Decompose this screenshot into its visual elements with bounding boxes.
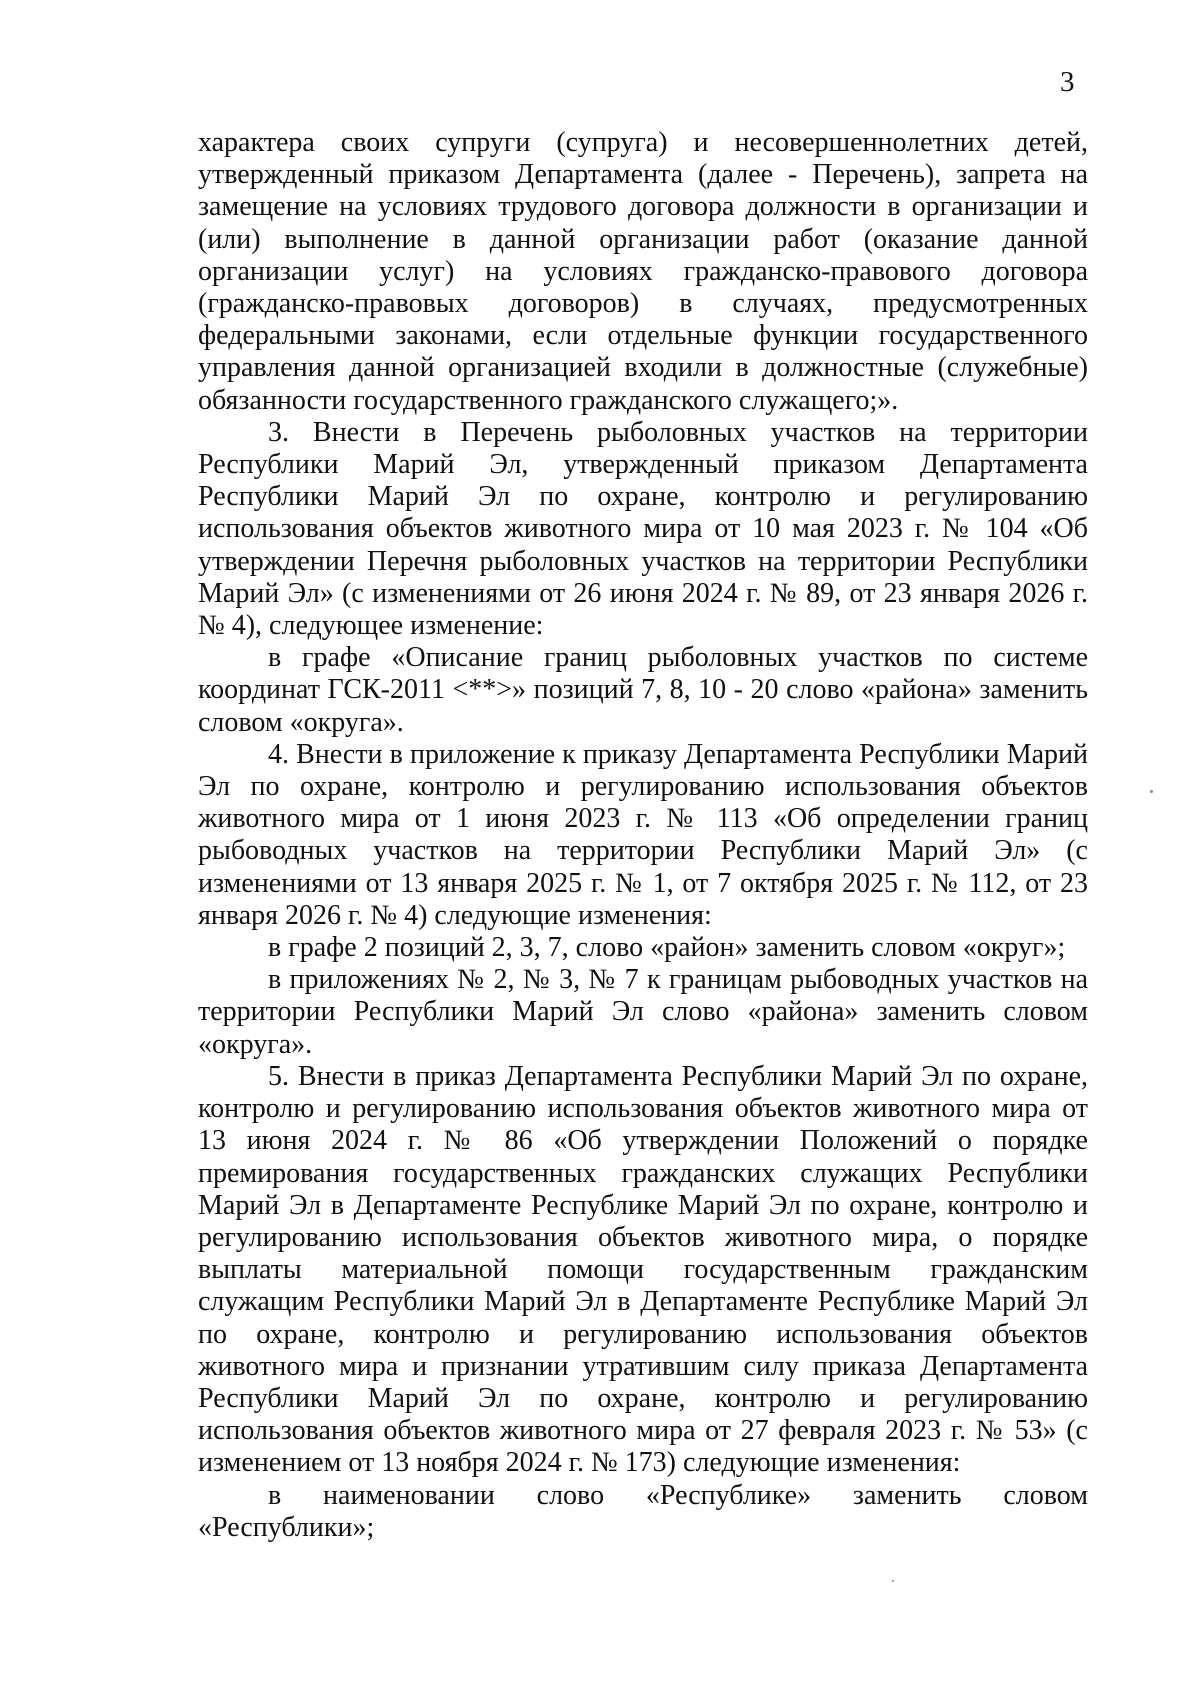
- paragraph-item-3-change: в графе «Описание границ рыболовных участков по системе координат ГСК-2011 <**>» позиций 7, 8, 10 - 20 слово «района» заменить словом «округа».: [198, 642, 1088, 738]
- paragraph-item-4-change-1: в графе 2 позиций 2, 3, 7, слово «район» заменить словом «округ»;: [268, 932, 1066, 964]
- paragraph-item-4: 4. Внести в приложение к приказу Департамента Республики Марий Эл по охране, контролю и регулированию использования объектов животного мира от 1 июня 2023 г. № 113 «Об определении границ рыбоводных участков на территории Республики Марий Эл» (с изменениями от 13 января 2025 г. № 1, от 7 октября 2025 г. № 112, от 23 января 2026 г. № 4) следующие изменения:: [198, 738, 1088, 931]
- paragraph-item-4-change-2: в приложениях № 2, № 3, № 7 к границам рыбоводных участков на территории Республики Марий Эл слово «района» заменить словом «округа».: [198, 964, 1088, 1060]
- page-number: 3: [1060, 66, 1075, 98]
- paragraph-item-5: 5. Внести в приказ Департамента Республики Марий Эл по охране, контролю и регулированию использования объектов животного мира от 13 июня 2024 г. № 86 «Об утверждении Положений о порядке премирования государственных гражданских служащих Республики Марий Эл в Департаменте Республике Марий Эл по охране, контролю и регулированию использования объектов животного мира, о порядке выплаты материальной помощи государственным гражданским служащим Республики Марий Эл в Департаменте Республике Марий Эл по охране, контролю и регулированию использования объектов животного мира и признании утратившим силу приказа Департамента Республики Марий Эл по охране, контролю и регулированию использования объектов животного мира от 27 февраля 2023 г. № 53» (с изменением от 13 ноября 2024 г. № 173) следующие изменения:: [198, 1060, 1088, 1479]
- paragraph-continuation: характера своих супруги (супруга) и несовершеннолетних детей, утвержденный приказом Департамента (далее - Перечень), запрета на замещение на условиях трудового договора должности в организации и (или) выполнение в данной организации работ (оказание данной организации услуг) на условиях гражданско-правового договора (гражданско-правовых договоров) в случаях, предусмотренных федеральными законами, если отдельные функции государственного управления данной организацией входили в должностные (служебные) обязанности государственного гражданского служащего;».: [198, 127, 1088, 416]
- document-body: [198, 127, 1088, 1544]
- scan-speck: [1150, 790, 1153, 793]
- scan-speck: [892, 1580, 894, 1582]
- paragraph-item-3: 3. Внести в Перечень рыболовных участков на территории Республики Марий Эл, утвержденный приказом Департамента Республики Марий Эл по охране, контролю и регулированию использования объектов животного мира от 10 мая 2023 г. № 104 «Об утверждении Перечня рыболовных участков на территории Республики Марий Эл» (с изменениями от 26 июня 2024 г. № 89, от 23 января 2026 г. № 4), следующее изменение:: [198, 416, 1088, 642]
- paragraph-item-5-change: в наименовании слово «Республике» заменить словом «Республики»;: [198, 1479, 1088, 1543]
